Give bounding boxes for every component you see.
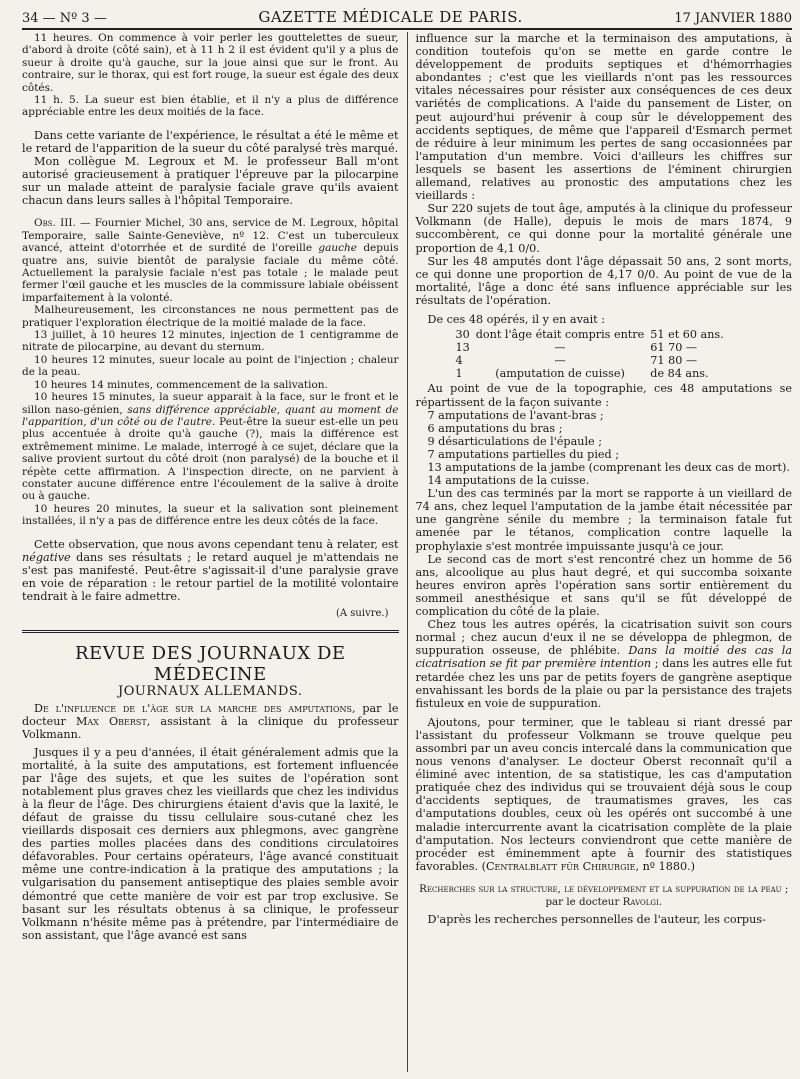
age-range: 71 80 — bbox=[650, 354, 698, 368]
list-item: 6 amputations du bras ; bbox=[427, 421, 563, 435]
table-row bbox=[456, 328, 730, 341]
left-column bbox=[22, 32, 408, 1072]
age-count: 1 bbox=[455, 367, 463, 381]
list-item: 7 amputations partielles du pied ; bbox=[427, 447, 620, 461]
section-divider bbox=[22, 630, 399, 635]
section-title: REVUE DES JOURNAUX DE MÉDECINE bbox=[74, 643, 346, 686]
text-run: , nº 1880.) bbox=[635, 859, 696, 873]
age-count: 4 bbox=[455, 354, 463, 368]
article-title bbox=[416, 883, 793, 909]
paragraph: Mon collègue M. Legroux et M. le professeur Ball m'ont autorisé gracieusement à pratiquer l'épreuve par la pilocarpine sur un malade atteint de paralysie faciale grave qu'ils avaient chacun dans leurs salles à l'hôpital Temporaire. bbox=[22, 155, 399, 208]
paragraph: L'un des cas terminés par la mort se rapporte à un vieillard de 74 ans, chez lequel l'amputation de la jambe était nécessitée par une gangrène sénile du membre ; la terminaison fatale fut amenée par le tétanos, complication contre laquelle la prophylaxie s'est montrée impuissante jusqu'à ce jour. bbox=[415, 487, 792, 553]
age-desc: (amputation de cuisse) bbox=[495, 367, 625, 381]
paragraph: De ces 48 opérés, il y en avait : bbox=[427, 312, 605, 326]
paragraph: Dans cette variante de l'expérience, le résultat a été le même et le retard de l'apparition de la sueur du côté paralysé très marqué. bbox=[22, 128, 399, 155]
right-column bbox=[408, 32, 793, 1072]
paragraph: Jusques il y a peu d'années, il était généralement admis que la mortalité, à la suite des amputations, est fortement influencée par l'âge des sujets, et que les suites de l'opération sont notablement plus graves chez les vieillards que chez les individus à la fleur de l'âge. Des chirurgiens étaient d'avis que la laxité, le défaut de graisse du tissu cellulaire sous-cutané chez les vieillards disposait ces derniers aux phlegmons, avec gangrène des parties molles placées dans des conditions circulatoires défavorables. Pour certains opérateurs, l'âge avancé constituait même une contre-indication à la pratique des amputations ; la vulgarisation du pansement antiseptique des plaies semble avoir démontré que cette manière de voir est par trop exclusive. Se basant sur les résultats obtenus à sa clinique, le professeur Volkmann n'hésite même pas à prétendre, par l'intermédiaire de son assistant, que l'âge avancé est sans bbox=[22, 745, 399, 942]
paragraph bbox=[416, 716, 793, 873]
observation-text-rest: depuis quatre ans, suivie bientôt de paralysie faciale du même côté. Actuellement la paralysie faciale n'est pas totale ; le malade peut fermer l'œil gauche et les muscles de la commissure labiale obéissent imparfaitement à la volonté. bbox=[22, 242, 399, 304]
paragraph: 10 heures 12 minutes, sueur locale au point de l'injection ; chaleur de la peau. bbox=[22, 353, 399, 379]
section-subtitle: JOURNAUX ALLEMANDS. bbox=[118, 684, 303, 700]
observation-paragraph bbox=[22, 217, 399, 304]
to-be-continued: (A suivre.) bbox=[336, 608, 389, 620]
article-author: Ravolgi. bbox=[622, 895, 663, 908]
text-run: Ajoutons, pour terminer, que le tableau si riant dressé par l'assistant du professeur Volkmann se trouve quelque peu assombri par un aveu concis intercalé dans la communication que nous venons d'analyser. Le docteur Oberst reconnaît qu'il a éliminé avec intention, de sa statistique, les cas d'amputation pratiquée chez des individus qui se trouvaient déjà sous le coup d'accidents septiques, de traumatismes graves, les cas d'amputations doubles, ceux où les opérés ont succombé à une maladie intercurrente avant la cicatrisation complète de la plaie d'amputation. Nos lecteurs conviendront que cette manière de procéder est éminemment apte à fournir des statistiques favorables. ( bbox=[415, 715, 792, 873]
page-header bbox=[22, 6, 792, 30]
age-count: 13 bbox=[455, 341, 470, 355]
age-range: de 84 ans. bbox=[650, 367, 709, 381]
article-title-affiliation: , assistant à la clinique du professeur Volkmann. bbox=[22, 715, 399, 742]
table-row bbox=[456, 367, 730, 380]
age-count: 30 bbox=[455, 328, 470, 342]
age-range: 51 et 60 ans. bbox=[650, 328, 724, 342]
text-run: 10 heures 15 minutes, la sueur apparait à la face, sur le front et le sillon naso-génien, bbox=[22, 391, 399, 416]
source-citation: Centralblatt für Chirurgie bbox=[485, 859, 636, 873]
italic-run: Dans la moitié des cas la cicatrisation se fit par première intention bbox=[415, 644, 792, 671]
age-desc: — bbox=[554, 341, 566, 355]
paragraph: Au point de vue de la topographie, ces 48 amputations se répartissent de la façon suivante : bbox=[415, 382, 792, 409]
paragraph: Malheureusement, les circonstances ne nous permettent pas de pratiquer l'exploration électrique de la moitié malade de la face. bbox=[22, 304, 399, 329]
list-item: 13 amputations de la jambe (comprenant les deux cas de mort). bbox=[427, 461, 790, 474]
list-item: 14 amputations de la cuisse. bbox=[427, 474, 590, 488]
article-title-by: ; par le docteur bbox=[545, 882, 789, 908]
italic-run: sans différence appréciable, quant au moment de l'apparition, d'un côté ou de l'autre. bbox=[22, 403, 399, 428]
article-title-main: Recherches sur la structure, le développement et la suppuration de la peau bbox=[419, 882, 782, 895]
paragraph: 11 heures. On commence à voir perler les gouttelettes de sueur, d'abord à droite (côté sain), et à 11 h 2 il est évident qu'il y a plus de sueur à droite qu'à gauche, sur la joue ainsi que sur le front. Au contraire, sur le thorax, qui est fort rouge, la sueur est égale des deux côtés. bbox=[22, 32, 399, 94]
article-title-by: par le docteur bbox=[22, 702, 399, 729]
issue-date: 17 JANVIER 1880 bbox=[674, 11, 792, 26]
text-run: ; dans les autres elle fut retardée chez les uns par de petits foyers de gangrène aseptique envahissant les bords de la plaie ou par la persistance des trajets fistuleux en voie de suppuration. bbox=[415, 657, 792, 710]
list-item: 7 amputations de l'avant-bras ; bbox=[427, 408, 604, 422]
paragraph: Sur les 48 amputés dont l'âge dépassait 50 ans, 2 sont morts, ce qui donne une proportion de 4,17 0/0. Au point de vue de la mortalité, l'âge a donc été sans influence appréciable sur les résultats de l'opération. bbox=[415, 254, 792, 307]
table-row bbox=[456, 354, 730, 367]
paragraph bbox=[416, 618, 793, 710]
italic-run: négative bbox=[22, 550, 71, 564]
text-run: dans ses résultats ; le retard auquel je m'attendais ne s'est pas manifesté. Peut-être s'agissait-il d'une paralysie grave en voie de réparation : le retour partiel de la motilité volontaire tendrait à le faire admettre. bbox=[22, 550, 399, 603]
paragraph: Sur 220 sujets de tout âge, amputés à la clinique du professeur Volkmann (de Halle), depuis le mois de mars 1874, 9 succombèrent, ce qui donne pour la mortalité générale une proportion de 4,1 0/0. bbox=[415, 202, 792, 255]
list-item: 9 désarticulations de l'épaule ; bbox=[427, 434, 602, 448]
paragraph: 10 heures 20 minutes, la sueur et la salivation sont pleinement installées, il n'y a pas de différence entre les deux côtés de la face. bbox=[22, 502, 399, 528]
age-desc: dont l'âge était compris entre bbox=[475, 328, 645, 342]
paragraph: 11 h. 5. La sueur est bien établie, et il n'y a plus de différence appréciable entre les deux moitiés de la face. bbox=[22, 94, 399, 119]
paragraph: 10 heures 14 minutes, commencement de la salivation. bbox=[34, 378, 328, 391]
columns bbox=[22, 32, 792, 1072]
age-range: 61 70 — bbox=[650, 341, 698, 355]
journal-title: GAZETTE MÉDICALE DE PARIS. bbox=[258, 8, 523, 26]
age-table bbox=[456, 328, 730, 380]
age-desc: — bbox=[554, 354, 566, 368]
article-author: Max Oberst bbox=[75, 715, 147, 729]
article-title-main: De l'influence de l'âge sur la marche des amputations, bbox=[34, 702, 356, 716]
paragraph: 13 juillet, à 10 heures 12 minutes, injection de 1 centigramme de nitrate de pilocarpine, au devant du sternum. bbox=[22, 329, 399, 354]
table-row bbox=[456, 341, 730, 354]
paragraph bbox=[22, 391, 399, 503]
paragraph: Le second cas de mort s'est rencontré chez un homme de 56 ans, alcoolique au plus haut degré, et qui succomba soixante heures environ après l'opération sans sortir entièrement du sommeil anesthésique et sans qu'il se fût développé de complication du côté de la plaie. bbox=[415, 552, 792, 619]
paragraph bbox=[22, 538, 399, 603]
observation-italic: gauche bbox=[318, 242, 357, 255]
observation-text: — Fournier Michel, 30 ans, service de M. Legroux, hôpital Temporaire, salle Sainte-Geneviève, nº 12. C'est un tuberculeux avancé, atteint d'otorrhée et de surdité de l'oreille bbox=[22, 217, 399, 255]
text-run: Chez tous les autres opérés, la cicatrisation suivit son cours normal ; chez aucun d'eux il ne se développa de phlegmon, de suppuration osseuse, de phlébite. bbox=[415, 618, 792, 658]
text-run: Cette observation, que nous avons cependant tenu à relater, est bbox=[34, 537, 399, 551]
paragraph: D'après les recherches personnelles de l'auteur, les corpus- bbox=[427, 912, 766, 926]
paragraph: influence sur la marche et la terminaison des amputations, à condition toutefois qu'on se mette en garde contre le développement de produits septiques et d'hémorrhagies abondantes ; c'est que les vieillards n'ont pas les ressources vitales nécessaires pour résister aux conséquences de ces deux variétés de complications. A l'aide du pansement de Lister, on peut aujourd'hui prévenir à coup sûr le développement des accidents septiques, de même que l'appareil d'Esmarch permet de réduire à leur minimum les pertes de sang occasionnées par l'amputation d'un membre. Voici d'ailleurs les chiffres sur lesquels se basent les assertions de l'éminent chirurgien allemand, relatives au pronostic des amputations chez les vieillards : bbox=[415, 32, 792, 203]
observation-label: Obs. III. bbox=[34, 217, 76, 230]
page-number: 34 — Nº 3 — bbox=[22, 11, 107, 26]
article-title bbox=[22, 702, 399, 741]
text-run: Peut-être la sueur est-elle un peu plus accentuée à droite qu'à gauche (?), mais la différence est extrêmement minime. Le malade, interrogé à ce sujet, déclare que la salive provient surtout du côté droit (non paralysé) de la bouche et il répète cette affirmation. A l'inspection directe, on ne parvient à constater aucune différence entre l'écoulement de la salive à droite ou à gauche. bbox=[22, 415, 399, 503]
